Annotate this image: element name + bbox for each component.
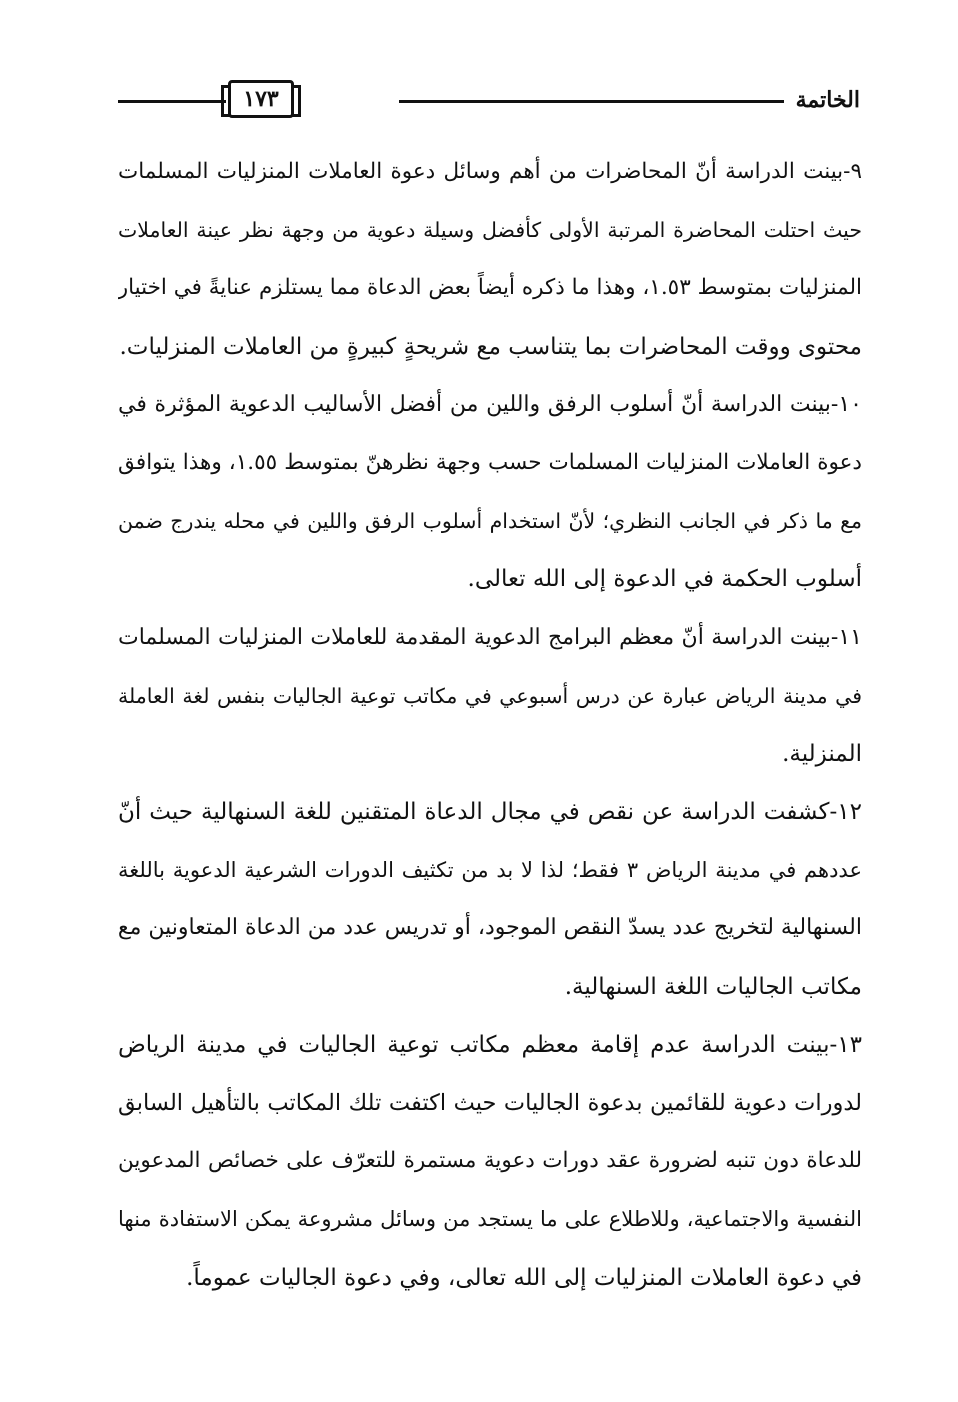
text-line: في مدينة الرياض عبارة عن درس أسبوعي في مكاتب توعية الجاليات بنفس لغة العاملة [118, 683, 862, 708]
text-line: ١٣-بينت الدراسة عدم إقامة معظم مكاتب توعية الجاليات في مدينة الرياض [118, 1031, 862, 1058]
text-line: المنزليات بمتوسط ١.٥٣، وهذا ما ذكره أيضاً بعض الدعاة مما يستلزم عنايةً في اختيار [118, 275, 862, 301]
text-line: ١٠-بينت الدراسة أنّ أسلوب الرفق واللين من أفضل الأساليب الدعوية المؤثرة في [118, 391, 862, 417]
header-rule-left [118, 100, 226, 103]
text-line: أسلوب الحكمة في الدعوة إلى الله تعالى. [467, 566, 862, 593]
text-line: عددهم في مدينة الرياض ٣ فقط؛ لذا لا بد من تكثيف الدورات الشرعية الدعوية باللغة [118, 858, 862, 883]
chapter-title: الخاتمة [795, 87, 860, 113]
header-rule-right [399, 100, 784, 103]
text-line: للدعاة دون تنبه لضرورة عقد دورات دعوية مستمرة للتعرّف على خصائص المدعوين [118, 1148, 862, 1174]
text-line: حيث احتلت المحاضرة المرتبة الأولى كأفضل وسيلة دعوية من وجهة نظر عينة العاملات [118, 218, 862, 243]
text-line: السنهالية لتخريج عدد يسدّ النقص الموجود، أو تدريس عدد من الدعاة المتعاونين مع [118, 915, 862, 941]
page-number: ١٧٣ [243, 86, 279, 112]
text-line: مكاتب الجاليات اللغة السنهالية. [564, 973, 862, 1000]
text-line: المنزلية. [782, 740, 862, 767]
paragraph-11 [118, 612, 862, 787]
text-line: محتوى ووقت المحاضرات بما يتناسب مع شريحةٍ كبيرةٍ من العاملات المنزليات. [119, 333, 862, 360]
page-header [118, 72, 860, 128]
text-line: مع ما ذكر في الجانب النظري؛ لأنّ استخدام أسلوب الرفق واللين في محله يندرج ضمن [118, 509, 862, 534]
paragraph-9 [118, 146, 862, 379]
paragraph-13 [118, 1019, 862, 1310]
text-line: ١١-بينت الدراسة أنّ معظم البرامج الدعوية المقدمة للعاملات المنزليات المسلمات [118, 624, 862, 650]
text-line: دعوة العاملات المنزليات المسلمات حسب وجهة نظرهنّ بمتوسط ١.٥٥، وهذا يتوافق [118, 449, 862, 475]
text-line: ١٢-كشفت الدراسة عن نقص في مجال الدعاة المتقنين للغة السنهالية حيث أنّ [118, 799, 862, 826]
paragraph-12 [118, 786, 862, 1019]
body-text [118, 146, 862, 1310]
text-line: ٩-بينت الدراسة أنّ المحاضرات من أهم وسائل دعوة العاملات المنزليات المسلمات [118, 159, 862, 184]
text-line: النفسية والاجتماعية، وللاطلاع على ما يستجد من وسائل مشروعة يمكن الاستفادة منها [118, 1207, 862, 1232]
text-line: لدورات دعوية للقائمين بدعوة الجاليات حيث اكتفت تلك المكاتب بالتأهيل السابق [118, 1090, 862, 1116]
text-line: في دعوة العاملات المنزليات إلى الله تعالى، وفي دعوة الجاليات عموماً. [186, 1264, 862, 1291]
page-number-scroll [228, 80, 294, 118]
paragraph-10 [118, 379, 862, 612]
